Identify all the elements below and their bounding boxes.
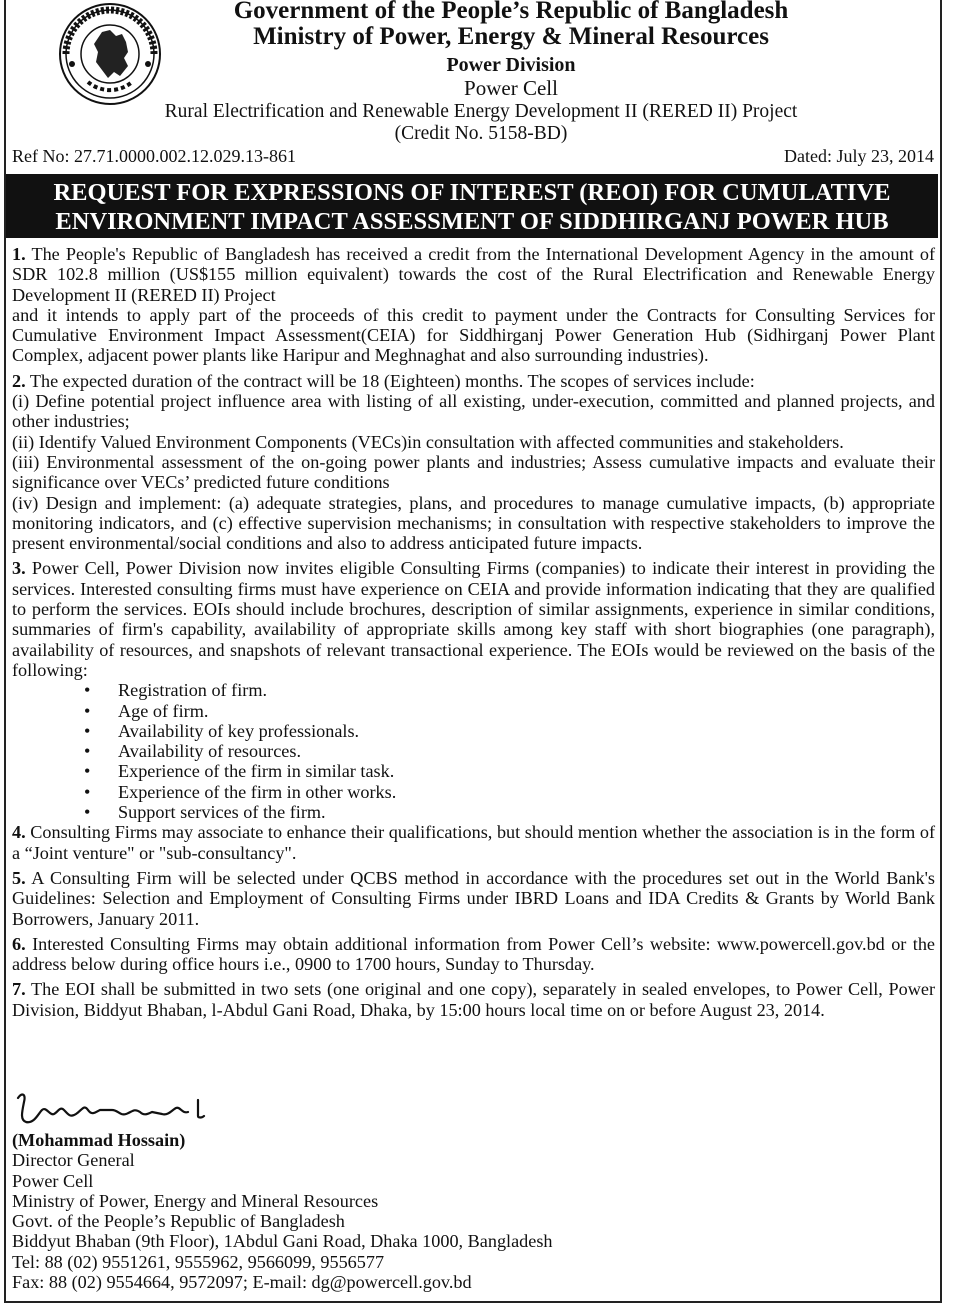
banner-line-2: ENVIRONMENT IMPACT ASSESSMENT OF SIDDHIRGANJ POWER HUB xyxy=(55,208,889,235)
paragraph-1-number: 1. xyxy=(12,244,26,264)
paragraph-6-number: 6. xyxy=(12,933,26,954)
government-title: Government of the People’s Republic of Bangladesh xyxy=(233,0,789,24)
division-title: Power Division xyxy=(446,54,576,76)
paragraph-1-continued: and it intends to apply part of the proceeds of this credit to payment under the Contracts for Consulting Services for Cumulative Environment Impact Assessment(CEIA) for Siddhirganj Power Generation Hub (Sidhirganj Power Plant Complex, adjacent power plants like Haripur and Meghnaghat and also surrounding industries). xyxy=(12,304,935,366)
list-item: • Support services of the firm. xyxy=(84,802,935,822)
scope-item-4: (iv) Design and implement: (a) adequate strategies, plans, and procedures to manage cumulative impacts, (b) appropriate monitoring indicators, and (c) effective supervision mechanisms; in consultation with respective stakeholders to improve the present environmental/social conditions and also to address anticipated future impacts. xyxy=(12,492,935,554)
signatory-org: Power Cell xyxy=(12,1170,94,1191)
paragraph-2 xyxy=(12,371,935,391)
reference-number: Ref No: 27.71.0000.002.12.029.13-861 xyxy=(12,146,296,166)
criteria-list xyxy=(12,680,935,822)
list-item: • Experience of the firm in similar task. xyxy=(84,761,935,781)
signature-icon xyxy=(12,1088,212,1132)
paragraph-4-text: Consulting Firms may associate to enhance their qualifications, but should mention whether the association is in the form of a “Joint venture" or "sub-consultancy". xyxy=(12,822,935,863)
signatory-fax-email: Fax: 88 (02) 9554664, 9572097; E-mail: dg@powercell.gov.bd xyxy=(12,1272,472,1293)
signatory-govt: Govt. of the People’s Republic of Bangladesh xyxy=(12,1211,345,1232)
paragraph-2-text: The expected duration of the contract will be 18 (Eighteen) months. The scopes of services include: xyxy=(29,370,755,391)
paragraph-7 xyxy=(12,979,935,1020)
paragraph-7-number: 7. xyxy=(12,979,26,1000)
paragraph-1 xyxy=(12,244,935,305)
notice-body xyxy=(12,244,935,1020)
signatory-title: Director General xyxy=(12,1150,135,1171)
paragraph-3-text: Power Cell, Power Division now invites eligible Consulting Firms (companies) to indicate their interest in providing the services. Interested consulting firms must have experience on CEIA and provide information indicating that they are qualified to perform the services. EOIs should include brochures, description of similar assignments, experience in similar conditions, summaries of firm's capability, availability of appropriate skills among key staff with short biographies (one paragraph), availability of resources, and snapshots of relevant transactional experience. The EOIs would be reviewed on the basis of the following: xyxy=(12,558,935,680)
document-date: Dated: July 23, 2014 xyxy=(784,146,934,166)
list-item: • Age of firm. xyxy=(84,701,935,721)
list-item: • Availability of key professionals. xyxy=(84,721,935,741)
paragraph-4-number: 4. xyxy=(12,822,26,843)
paragraph-1-text: The People's Republic of Bangladesh has received a credit from the International Development Agency in the amount of SDR 102.8 million (US$155 million equivalent) towards the cost of the Rural Electrification and Renewable Energy Development II (RERED II) Project xyxy=(12,244,936,305)
paragraph-5-text: A Consulting Firm will be selected under QCBS method in accordance with the procedures set out in the World Bank's Guidelines: Selection and Employment of Consulting Firms under IBRD Loans and IDA Credits & Grants by World Bank Borrowers, January 2011. xyxy=(12,867,935,929)
paragraph-7-text: The EOI shall be submitted in two sets (one original and one copy), separately in sealed envelopes, to Power Cell, Power Division, Biddyut Bhaban, l-Abdul Gani Road, Dhaka, by 15:00 hours local time on or before August 23, 2014. xyxy=(12,979,935,1020)
paragraph-3 xyxy=(12,558,935,680)
paragraph-6 xyxy=(12,934,935,975)
project-title: Rural Electrification and Renewable Energy Development II (RERED II) Project xyxy=(164,101,798,122)
scope-item-1: (i) Define potential project influence area with listing of all existing, under-execution, committed and planned projects, and other industries; xyxy=(12,391,935,432)
signatory-telephone: Tel: 88 (02) 9551261, 9555962, 9566099, 9556577 xyxy=(12,1251,385,1272)
paragraph-2-number: 2. xyxy=(12,370,26,391)
signatory-ministry: Ministry of Power, Energy and Mineral Resources xyxy=(12,1190,379,1211)
paragraph-3-number: 3. xyxy=(12,558,26,579)
signatory-name: (Mohammad Hossain) xyxy=(12,1130,186,1150)
signatory-address: Biddyut Bhaban (9th Floor), 1Abdul Gani Road, Dhaka 1000, Bangladesh xyxy=(12,1231,553,1252)
paragraph-6-text: Interested Consulting Firms may obtain additional information from Power Cell’s website: www.powercell.gov.bd or the address below during office hours i.e., 0900 to 1700 hours, Sunday to Thursday. xyxy=(12,933,935,975)
list-item: • Availability of resources. xyxy=(84,741,935,761)
signature-area xyxy=(12,1088,212,1132)
reoi-banner xyxy=(6,174,938,238)
ministry-title: Ministry of Power, Energy & Mineral Resources xyxy=(253,23,769,50)
paragraph-5-number: 5. xyxy=(12,867,26,888)
banner-line-1: REQUEST FOR EXPRESSIONS OF INTEREST (REOI) FOR CUMULATIVE xyxy=(53,179,891,206)
paragraph-4 xyxy=(12,822,935,863)
paragraph-5 xyxy=(12,868,935,929)
list-item: • Experience of the firm in other works. xyxy=(84,782,935,802)
list-item: • Registration of firm. xyxy=(84,680,935,700)
cell-title: Power Cell xyxy=(464,76,558,100)
scope-item-2: (ii) Identify Valued Environment Components (VECs)in consultation with affected communities and stakeholders. xyxy=(12,431,844,452)
signatory-block xyxy=(12,1130,553,1292)
credit-number: (Credit No. 5158-BD) xyxy=(394,123,568,144)
scope-item-3: (iii) Environmental assessment of the on-going power plants and industries; Assess cumulative impacts and evaluate their significance over VECs’ predicted future conditions xyxy=(12,451,935,493)
